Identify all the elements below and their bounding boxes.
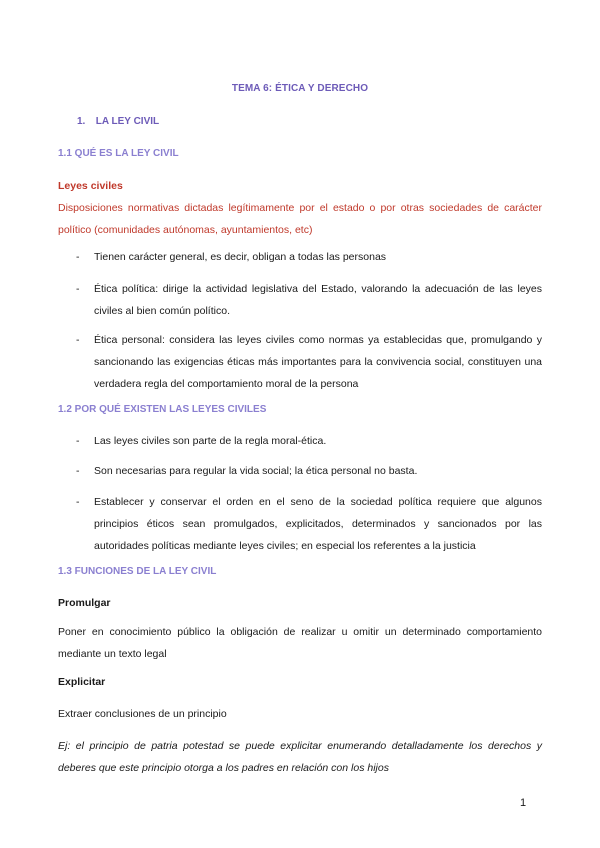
bullet-item: Establecer y conservar el orden en el seno de la sociedad política requiere que algunos principios éticos sean promulgados, explicitados, determinados y sancionados por las autoridades políticas mediante leyes civiles; en especial los referentes a la justicia — [94, 496, 542, 552]
subsection-heading-1-3: 1.3 FUNCIONES DE LA LEY CIVIL — [58, 566, 217, 577]
bullet-item: Tienen carácter general, es decir, obligan a todas las personas — [94, 251, 387, 263]
function-paragraph-promulgar: Poner en conocimiento público la obligación de realizar u omitir un determinado comportamiento mediante un texto legal — [58, 626, 542, 660]
subsection-heading-1-2: 1.2 POR QUÉ EXISTEN LAS LEYES CIVILES — [58, 404, 267, 415]
bullet-item: Las leyes civiles son parte de la regla moral-ética. — [94, 435, 327, 447]
bullet-dash: - — [76, 496, 80, 508]
term-heading-leyes-civiles: Leyes civiles — [58, 180, 123, 192]
document-title: TEMA 6: ÉTICA Y DERECHO — [231, 83, 369, 94]
bullet-dash: - — [76, 435, 80, 447]
bullet-dash: - — [76, 251, 80, 263]
section-number: 1. — [77, 116, 86, 127]
definition-paragraph: Disposiciones normativas dictadas legítimamente por el estado o por otras sociedades de carácter político (comunidades autónomas, ayuntamientos, etc) — [58, 202, 542, 236]
bullet-dash: - — [76, 465, 80, 477]
subsection-heading-1-1: 1.1 QUÉ ES LA LEY CIVIL — [58, 148, 179, 159]
bullet-item: Son necesarias para regular la vida social; la ética personal no basta. — [94, 465, 418, 477]
section-heading-1 — [77, 116, 159, 127]
page-number: 1 — [520, 797, 527, 809]
function-heading-explicitar: Explicitar — [58, 676, 106, 688]
bullet-item: Ética política: dirige la actividad legislativa del Estado, valorando la adecuación de las leyes civiles al bien común político. — [94, 283, 542, 317]
bullet-dash: - — [76, 283, 80, 295]
example-paragraph: Ej: el principio de patria potestad se puede explicitar enumerando detalladamente los derechos y deberes que este principio otorga a los padres en relación con los hijos — [58, 740, 542, 774]
section-label: LA LEY CIVIL — [95, 116, 160, 127]
bullet-dash: - — [76, 334, 80, 346]
function-paragraph-explicitar: Extraer conclusiones de un principio — [58, 708, 227, 720]
bullet-item: Ética personal: considera las leyes civiles como normas ya establecidas que, promulgando y sancionando las exigencias éticas más importantes para la convivencia social, constituyen una verdadera regla del comportamiento moral de la persona — [94, 334, 542, 390]
function-heading-promulgar: Promulgar — [58, 597, 111, 609]
